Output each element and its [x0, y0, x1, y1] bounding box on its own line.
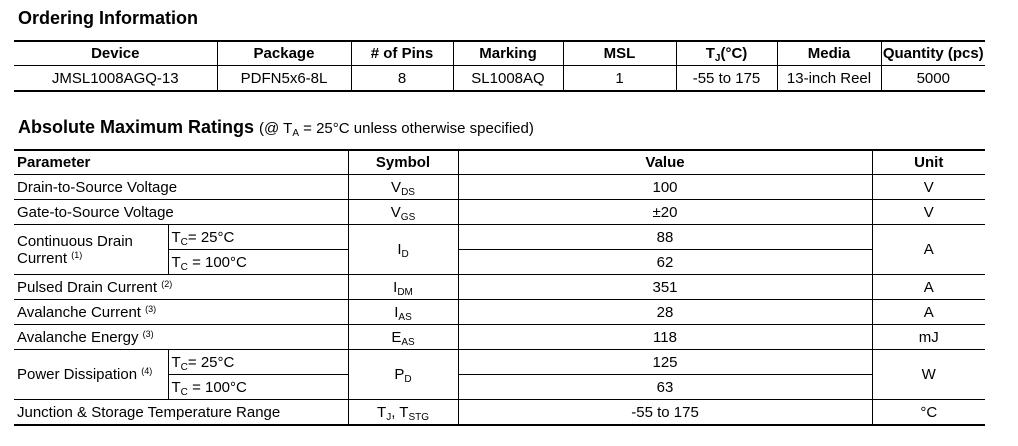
- amr-heading: [18, 117, 534, 138]
- col-package: Package: [217, 41, 351, 66]
- value-vgs: ±20: [458, 200, 872, 225]
- cell-pins: 8: [351, 66, 453, 92]
- value-id-100c: 62: [458, 250, 872, 275]
- param-vgs: Gate-to-Source Voltage: [14, 200, 348, 225]
- row-vds: [14, 175, 985, 200]
- symbol-idm: $I_{DM}$: [348, 275, 458, 300]
- amr-table: [14, 149, 985, 426]
- row-vgs: [14, 200, 985, 225]
- unit-id: A: [872, 225, 985, 275]
- cond-pd-100c: $T_C = 100^\circ C$: [168, 375, 348, 400]
- cell-msl: 1: [563, 66, 676, 92]
- symbol-vgs: $V_{GS}$: [348, 200, 458, 225]
- symbol-eas: $E_{AS}$: [348, 325, 458, 350]
- ordering-header-row: [14, 41, 985, 66]
- unit-ias: A: [872, 300, 985, 325]
- col-device: Device: [14, 41, 217, 66]
- param-idm: Pulsed Drain Current $^{(2)}$: [14, 275, 348, 300]
- value-pd-100c: 63: [458, 375, 872, 400]
- row-pd-a: [14, 350, 985, 375]
- row-tj: [14, 400, 985, 426]
- col-pins: # of Pins: [351, 41, 453, 66]
- value-tj: -55 to 175: [458, 400, 872, 426]
- unit-tj: °C: [872, 400, 985, 426]
- col-quantity: Quantity (pcs): [881, 41, 985, 66]
- amr-condition: (@ $T_A = 25^\circ C$ unless otherwise specified): [259, 120, 534, 139]
- param-ias: Avalanche Current $^{(3)}$: [14, 300, 348, 325]
- param-tj: Junction & Storage Temperature Range: [14, 400, 348, 426]
- cell-package: PDFN5x6-8L: [217, 66, 351, 92]
- col-marking: Marking: [453, 41, 563, 66]
- amr-header-row: [14, 150, 985, 175]
- cell-media: 13-inch Reel: [777, 66, 881, 92]
- symbol-pd: $P_D$: [348, 350, 458, 400]
- col-parameter: Parameter: [14, 150, 348, 175]
- param-eas: Avalanche Energy $^{(3)}$: [14, 325, 348, 350]
- col-value: Value: [458, 150, 872, 175]
- cell-marking: SL1008AQ: [453, 66, 563, 92]
- col-unit: Unit: [872, 150, 985, 175]
- value-pd-25c: 125: [458, 350, 872, 375]
- param-id: Continuous Drain Current $^{(1)}$: [14, 225, 168, 275]
- unit-eas: mJ: [872, 325, 985, 350]
- param-pd: Power Dissipation $^{(4)}$: [14, 350, 168, 400]
- row-id-a: [14, 225, 985, 250]
- unit-vds: V: [872, 175, 985, 200]
- param-vds: Drain-to-Source Voltage: [14, 175, 348, 200]
- cond-id-100c: $T_C = 100^\circ C$: [168, 250, 348, 275]
- symbol-vds: $V_{DS}$: [348, 175, 458, 200]
- cell-quantity: 5000: [881, 66, 985, 92]
- ordering-table: [14, 40, 985, 92]
- value-eas: 118: [458, 325, 872, 350]
- symbol-ias: $I_{AS}$: [348, 300, 458, 325]
- cond-pd-25c: $T_C= 25^\circ C$: [168, 350, 348, 375]
- row-ias: [14, 300, 985, 325]
- value-vds: 100: [458, 175, 872, 200]
- ordering-title: Ordering Information: [18, 8, 198, 28]
- col-tj: $T_J(^\circ C)$: [676, 41, 777, 66]
- unit-pd: W: [872, 350, 985, 400]
- unit-idm: A: [872, 275, 985, 300]
- cond-id-25c: $T_C= 25^\circ C$: [168, 225, 348, 250]
- value-ias: 28: [458, 300, 872, 325]
- symbol-id: $I_D$: [348, 225, 458, 275]
- row-eas: [14, 325, 985, 350]
- cell-tj: -55 to 175: [676, 66, 777, 92]
- cell-device: JMSL1008AGQ-13: [14, 66, 217, 92]
- col-symbol: Symbol: [348, 150, 458, 175]
- col-msl: MSL: [563, 41, 676, 66]
- ordering-data-row: [14, 66, 985, 92]
- value-id-25c: 88: [458, 225, 872, 250]
- value-idm: 351: [458, 275, 872, 300]
- symbol-tj: $T_J$, $T_{STG}$: [348, 400, 458, 426]
- amr-title: Absolute Maximum Ratings: [18, 117, 255, 137]
- row-idm: [14, 275, 985, 300]
- col-media: Media: [777, 41, 881, 66]
- unit-vgs: V: [872, 200, 985, 225]
